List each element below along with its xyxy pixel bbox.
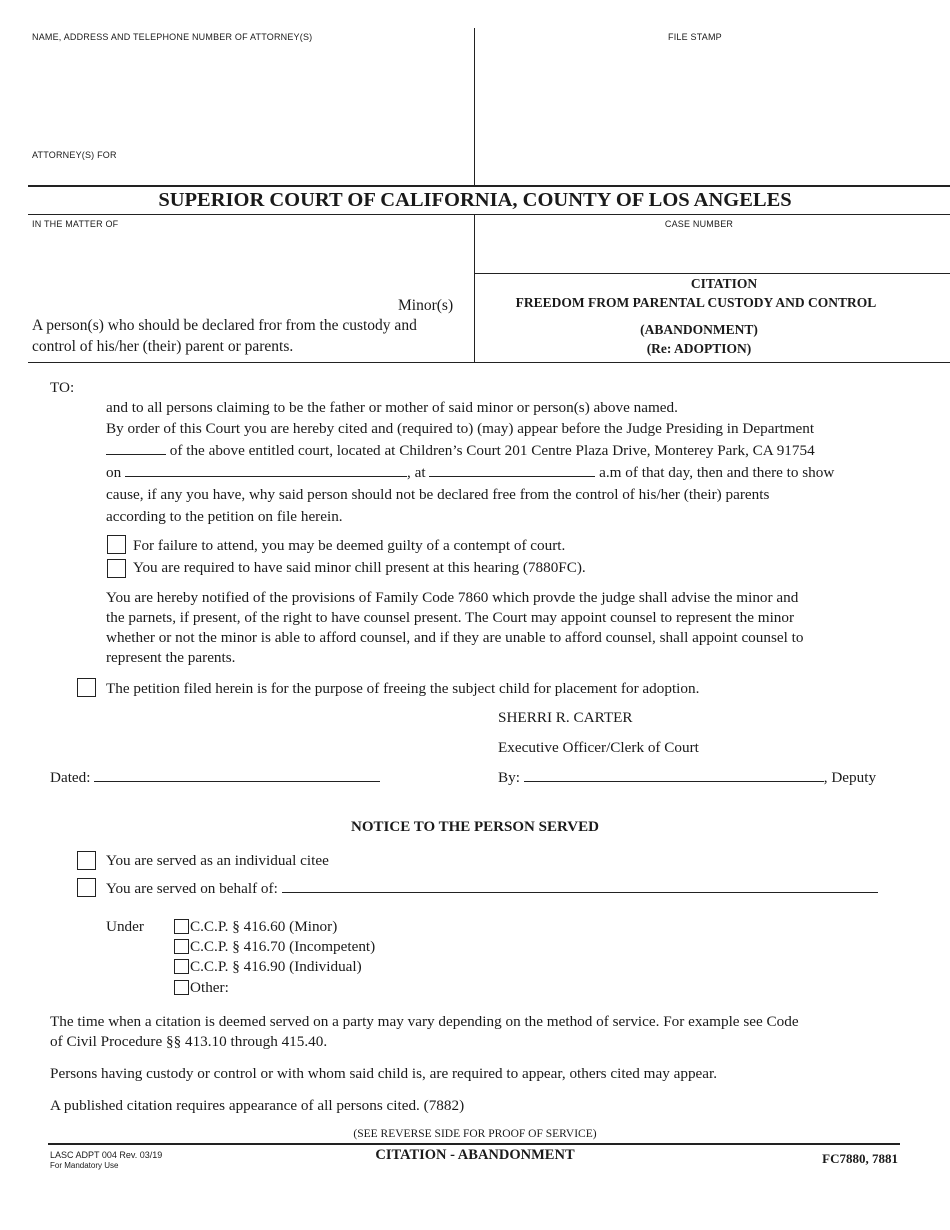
form-id: LASC ADPT 004 Rev. 03/19: [50, 1150, 163, 1160]
person-line-1: A person(s) who should be declared fror from the custody and: [32, 317, 417, 334]
failure-checkbox-label: For failure to attend, you may be deemed guilty of a contempt of court.: [133, 537, 566, 554]
ccp-41670-checkbox[interactable]: [174, 939, 189, 954]
clerk-name: SHERRI R. CARTER: [498, 709, 633, 726]
clerk-title: Executive Officer/Clerk of Court: [498, 739, 699, 756]
info-line1: The time when a citation is deemed served on a party may vary depending on the method of service. For example see Code: [50, 1013, 799, 1030]
behalf-row: [106, 878, 878, 900]
behalf-label: You are served on behalf of:: [106, 880, 278, 897]
failure-checkbox[interactable]: [107, 535, 126, 554]
citation-title: CITATION: [690, 276, 758, 291]
para1-line4-row: [106, 462, 834, 484]
court-title-top-rule: [28, 185, 950, 187]
notice-title: NOTICE TO THE PERSON SERVED: [351, 819, 599, 835]
info-line2: of Civil Procedure §§ 413.10 through 415.40.: [50, 1033, 328, 1050]
am-label: a.m of that day, then and there to show: [599, 464, 835, 481]
ccp-41660-label: C.C.P. § 416.60 (Minor): [190, 918, 338, 935]
person-line-2: control of his/her (their) parent or parents.: [32, 338, 294, 355]
individual-checkbox-label: You are served as an individual citee: [106, 852, 329, 869]
code-reference: FC7880, 7881: [822, 1151, 898, 1166]
behalf-blank[interactable]: [282, 878, 878, 893]
dated-label: Dated:: [50, 769, 91, 786]
court-title-bottom-rule: [28, 214, 950, 215]
to-label: TO:: [50, 379, 75, 396]
deputy-label: , Deputy: [823, 769, 877, 786]
para1-line3-row: [106, 440, 815, 462]
individual-checkbox[interactable]: [77, 851, 96, 870]
behalf-checkbox[interactable]: [77, 878, 96, 897]
custody-line: Persons having custody or control or with whom said child is, are required to appear, others cited may appear.: [50, 1065, 718, 1082]
date-blank[interactable]: [125, 462, 407, 477]
notice-line2: the parnets, if present, of the right to have counsel present. The Court may appoint counsel to represent the minor: [106, 609, 795, 626]
ccp-41690-checkbox[interactable]: [174, 959, 189, 974]
mandatory-use: For Mandatory Use: [50, 1161, 119, 1170]
court-title: SUPERIOR COURT OF CALIFORNIA, COUNTY OF LOS ANGELES: [158, 189, 792, 211]
citation-abandonment: (ABANDONMENT): [640, 322, 758, 337]
form-title: CITATION - ABANDONMENT: [375, 1147, 575, 1163]
case-number-label: CASE NUMBER: [664, 219, 734, 229]
dated-blank[interactable]: [94, 767, 380, 782]
by-blank[interactable]: [524, 767, 824, 782]
on-label: on: [106, 464, 122, 481]
petition-checkbox-label: The petition filed herein is for the purpose of freeing the subject child for placement for adoption.: [106, 680, 700, 697]
header-bottom-rule: [28, 362, 950, 363]
dated-row: [50, 767, 380, 789]
citation-subtitle: FREEDOM FROM PARENTAL CUSTODY AND CONTROL: [515, 295, 877, 310]
published-line: A published citation requires appearance of all persons cited. (7882): [50, 1097, 465, 1114]
matter-vertical-divider: [474, 214, 475, 362]
para1-line2: By order of this Court you are hereby cited and (required to) (may) appear before the Judge Presiding in Department: [106, 420, 815, 437]
minor-present-checkbox-label: You are required to have said minor chill present at this hearing (7880FC).: [133, 559, 586, 576]
ccp-41670-label: C.C.P. § 416.70 (Incompetent): [190, 938, 376, 955]
attorney-for-label: ATTORNEY(S) FOR: [32, 150, 117, 160]
para1-line3: of the above entitled court, located at Children’s Court 201 Centre Plaza Drive, Monterey Park, CA 91754: [169, 442, 815, 459]
by-row: [498, 767, 876, 789]
ccp-41690-label: C.C.P. § 416.90 (Individual): [190, 958, 362, 975]
ccp-41660-checkbox[interactable]: [174, 919, 189, 934]
matter-label: IN THE MATTER OF: [32, 219, 119, 229]
other-label: Other:: [190, 979, 229, 996]
citation-adoption: (Re: ADOPTION): [646, 341, 752, 356]
para1-line5: cause, if any you have, why said person should not be declared free from the control of his/her (their) parents: [106, 486, 770, 503]
file-stamp-label: FILE STAMP: [668, 32, 722, 42]
attorney-label: NAME, ADDRESS AND TELEPHONE NUMBER OF ATTORNEY(S): [32, 32, 313, 42]
header-vertical-divider: [474, 28, 475, 185]
para1-line1: and to all persons claiming to be the father or mother of said minor or person(s) above named.: [106, 399, 678, 416]
notice-line4: represent the parents.: [106, 649, 236, 666]
other-checkbox[interactable]: [174, 980, 189, 995]
reverse-note: (SEE REVERSE SIDE FOR PROOF OF SERVICE): [353, 1128, 597, 1140]
time-blank[interactable]: [429, 462, 595, 477]
by-label: By:: [498, 769, 520, 786]
notice-line3: whether or not the minor is able to afford counsel, and if they are unable to afford counsel, shall appoint counsel to: [106, 629, 804, 646]
case-number-rule: [474, 273, 950, 274]
minor-present-checkbox[interactable]: [107, 559, 126, 578]
minor-label: Minor(s): [398, 297, 454, 314]
at-label: , at: [406, 464, 426, 481]
under-label: Under: [106, 918, 144, 935]
department-blank[interactable]: [106, 440, 166, 455]
notice-line1: You are hereby notified of the provisions of Family Code 7860 which provde the judge shall advise the minor and: [106, 589, 799, 606]
para1-line6: according to the petition on file herein.: [106, 508, 343, 525]
footer-rule: [48, 1143, 900, 1145]
petition-checkbox[interactable]: [77, 678, 96, 697]
